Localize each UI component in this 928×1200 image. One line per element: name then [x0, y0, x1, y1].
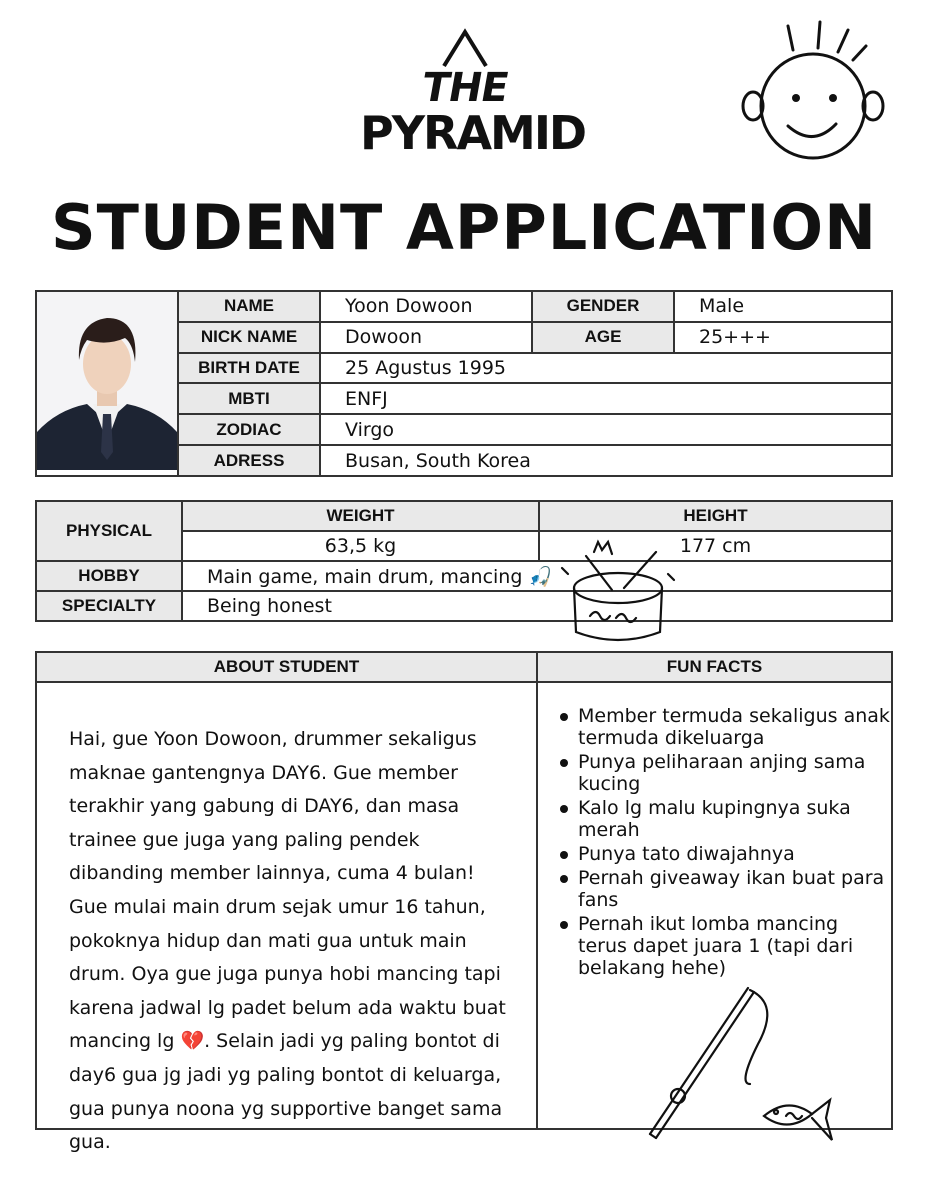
zodiac-value: Virgo	[320, 414, 892, 445]
page-title: STUDENT APPLICATION	[51, 191, 877, 264]
hobby-value: Main game, main drum, mancing 🎣	[182, 561, 892, 591]
physical-label: PHYSICAL	[36, 501, 182, 561]
drum-icon	[560, 538, 690, 650]
mbti-label: MBTI	[178, 383, 320, 414]
mbti-value: ENFJ	[320, 383, 892, 414]
about-label: ABOUT STUDENT	[36, 652, 537, 682]
address-value: Busan, South Korea	[320, 445, 892, 476]
fun-facts-list	[538, 683, 891, 979]
age-label: AGE	[532, 322, 674, 353]
list-item: Punya peliharaan anjing sama kucing	[560, 751, 891, 795]
name-label: NAME	[178, 291, 320, 322]
smiley-face-icon	[738, 18, 888, 163]
weight-value: 63,5 kg	[182, 531, 539, 561]
fun-facts-label: FUN FACTS	[537, 652, 892, 682]
about-cell	[36, 682, 537, 1154]
specialty-value: Being honest	[182, 591, 892, 621]
list-item: Kalo lg malu kupingnya suka merah	[560, 797, 891, 841]
list-item: Member termuda sekaligus anak termuda dikeluarga	[560, 705, 891, 749]
age-value: 25+++	[674, 322, 892, 353]
brand-line-1: THE	[418, 65, 512, 111]
brand-line-2: PYRAMID	[360, 106, 586, 160]
address-label: ADRESS	[178, 445, 320, 476]
weight-label: WEIGHT	[182, 501, 539, 531]
fish-icon	[760, 1092, 840, 1147]
about-text: Hai, gue Yoon Dowoon, drummer sekaligus maknae gantengnya DAY6. Gue member terakhir yang gabung di DAY6, dan masa trainee gue juga yang paling pendek dibanding member lainnya, cuma 4 bulan! Gue mulai main drum sejak umur 16 tahun, pokoknya hidup dan mati gua untuk main drum. Oya gue juga punya hobi mancing tapi karena jadwal lg padet belum ada waktu buat mancing lg 💔. Selain jadi yg paling bontot di day6 gua jg jadi yg paling bontot di keluarga, gua punya noona yg supportive banget sama gua.	[69, 728, 506, 1154]
list-item: Pernah ikut lomba mancing terus dapet juara 1 (tapi dari belakang hehe)	[560, 913, 891, 979]
triangle-icon	[440, 28, 490, 68]
birth-value: 25 Agustus 1995	[320, 353, 892, 384]
specialty-label: SPECIALTY	[36, 591, 182, 621]
profile-table	[35, 290, 893, 477]
gender-label: GENDER	[532, 291, 674, 322]
gender-value: Male	[674, 291, 892, 322]
zodiac-label: ZODIAC	[178, 414, 320, 445]
name-value: Yoon Dowoon	[320, 291, 532, 322]
hobby-label: HOBBY	[36, 561, 182, 591]
nick-value: Dowoon	[320, 322, 532, 353]
student-photo	[36, 291, 178, 476]
list-item: Punya tato diwajahnya	[560, 843, 891, 865]
nick-label: NICK NAME	[178, 322, 320, 353]
height-label: HEIGHT	[539, 501, 892, 531]
height-value: 177 cm	[539, 531, 892, 561]
list-item: Pernah giveaway ikan buat para fans	[560, 867, 891, 911]
birth-label: BIRTH DATE	[178, 353, 320, 384]
physical-table	[35, 500, 893, 622]
portrait-image	[37, 292, 177, 470]
brand-logo	[360, 28, 586, 163]
